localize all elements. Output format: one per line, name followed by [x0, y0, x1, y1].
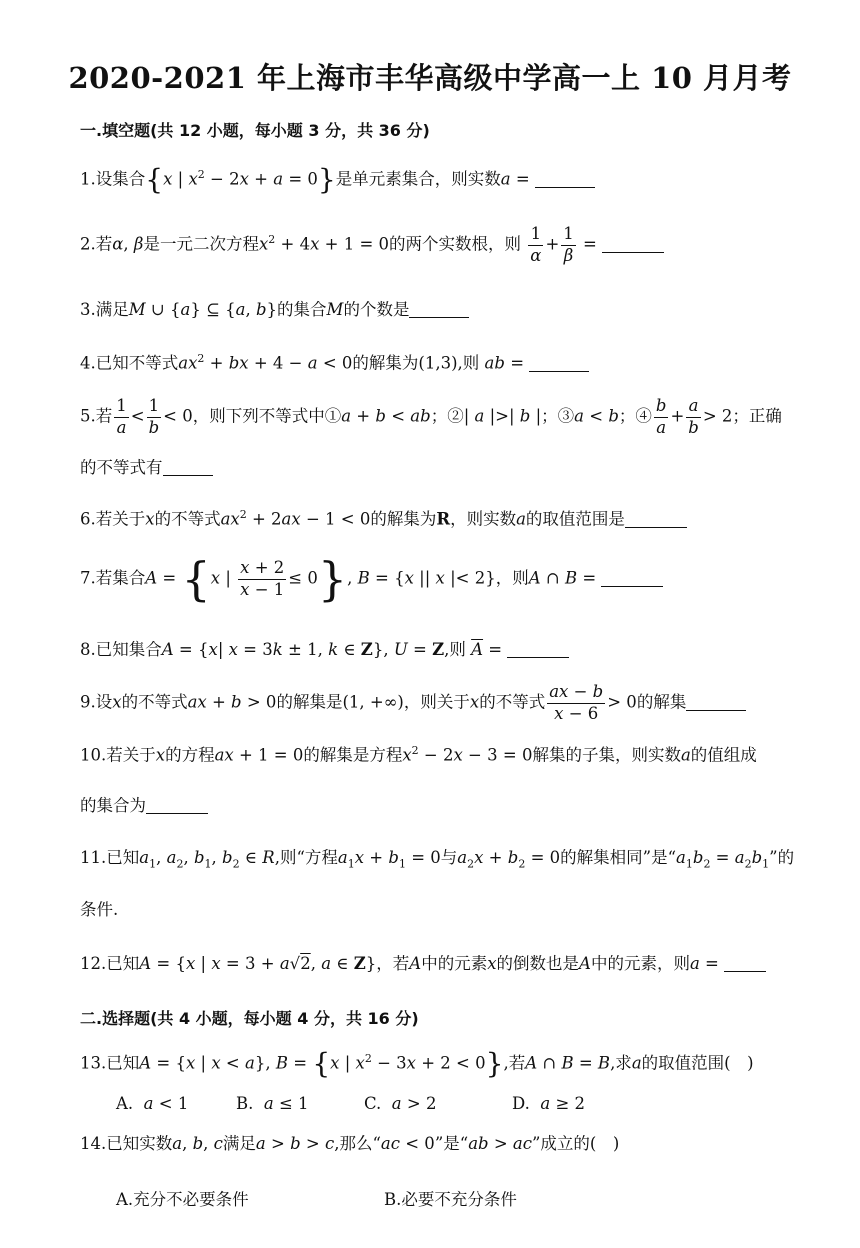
- question-11-cont: 条件.: [80, 900, 119, 919]
- question-1: 1.设集合{x | $x^2 - 2x + a = 0$}是单元素集合，则实数a =: [80, 166, 780, 194]
- option-a[interactable]: A. a < 1: [116, 1094, 189, 1113]
- answer-blank[interactable]: [529, 370, 589, 372]
- question-5: 5.若 $\frac{1}{a}$ < $\frac{1}{b}$ < 0，则下列不等式中①a + b < ab；②| a |>| b |；③a < b；④ $\frac{b}{a}$ + $\frac{a}{b}$ > 2；正确: [80, 396, 782, 437]
- option-b[interactable]: B. a ≤ 1: [236, 1094, 309, 1113]
- option-c[interactable]: C. a > 2: [364, 1094, 437, 1113]
- question-14: 14.已知实数a, b, c满足a > b > c,那么“ac < 0”是“ab > ac”成立的( ): [80, 1134, 620, 1153]
- question-3: 3.满足M ∪ {a} ⊆ {a, b}的集合M的个数是: [80, 300, 780, 320]
- answer-blank[interactable]: [602, 251, 664, 253]
- question-10: 10.若关于x的方程ax + 1 = 0的解集是方程$x^2 - 2x - 3 = 0$解集的子集，则实数a的值组成: [80, 744, 757, 765]
- section-multiple-choice: 二.选择题(共 4 小题，每小题 4 分，共 16 分): [80, 1009, 419, 1028]
- question-7: 7.若集合A = {x | $\frac{x + 2}{x - 1}$ ≤ 0}, B = {x || x |< 2}，则A ∩ B =: [80, 556, 780, 602]
- answer-blank[interactable]: [601, 585, 663, 587]
- option-b[interactable]: B.必要不充分条件: [384, 1190, 517, 1209]
- option-a[interactable]: A.充分不必要条件: [116, 1190, 249, 1209]
- question-8: 8.已知集合A = {x| x = 3k ± 1, k ∈ Z}, U = Z,则 $\overline{A}$ =: [80, 640, 780, 660]
- question-6: 6.若关于x的不等式$ax^2 + 2ax - 1 < 0$的解集为R，则实数a的取值范围是: [80, 508, 780, 529]
- answer-blank[interactable]: [163, 474, 213, 476]
- page-title: 2020-2021 年上海市丰华高级中学高一上 10 月月考: [68, 61, 792, 95]
- answer-blank[interactable]: [409, 316, 469, 318]
- question-2: 2.若α, β是一元二次方程$x^2 + 4x + 1 = 0$的两个实数根，则 $\frac{1}{\alpha}$ + $\frac{1}{\beta}$ =: [80, 224, 780, 266]
- answer-blank[interactable]: [146, 812, 208, 814]
- answer-blank[interactable]: [625, 526, 687, 528]
- answer-blank[interactable]: [724, 970, 766, 972]
- question-12: 12.已知A = {x | x = 3 + a√2, a ∈ Z}，若A中的元素x的倒数也是A中的元素，则a =: [80, 954, 780, 974]
- section-fill-in: 一.填空题(共 12 小题，每小题 3 分，共 36 分): [80, 121, 430, 140]
- question-4: 4.已知不等式$ax^2$ + bx + 4 − a < 0的解集为(1,3),则 ab =: [80, 352, 780, 373]
- answer-blank[interactable]: [507, 656, 569, 658]
- answer-blank[interactable]: [686, 709, 746, 711]
- question-10-cont: 的集合为: [80, 796, 780, 816]
- option-d[interactable]: D. a ≥ 2: [512, 1094, 586, 1113]
- question-13: 13.已知A = {x | x < a}, B = {x | $x^2 - 3x + 2 < 0$},若A ∩ B = B,求a的取值范围( ): [80, 1047, 754, 1080]
- question-5-cont: 的不等式有: [80, 458, 780, 478]
- answer-blank[interactable]: [535, 186, 595, 188]
- question-9: 9.设x的不等式ax + b > 0的解集是(1, +∞)，则关于x的不等式 $\frac{ax - b}{x - 6}$ > 0的解集: [80, 682, 780, 724]
- question-11: 11.已知$a_1$, $a_2$, $b_1$, $b_2$ ∈ R,则“方程$a_1x + b_1 = 0$与$a_2x + b_2 = 0$的解集相同”是“$a_1b_2 = a_2b_1$”的: [80, 848, 795, 871]
